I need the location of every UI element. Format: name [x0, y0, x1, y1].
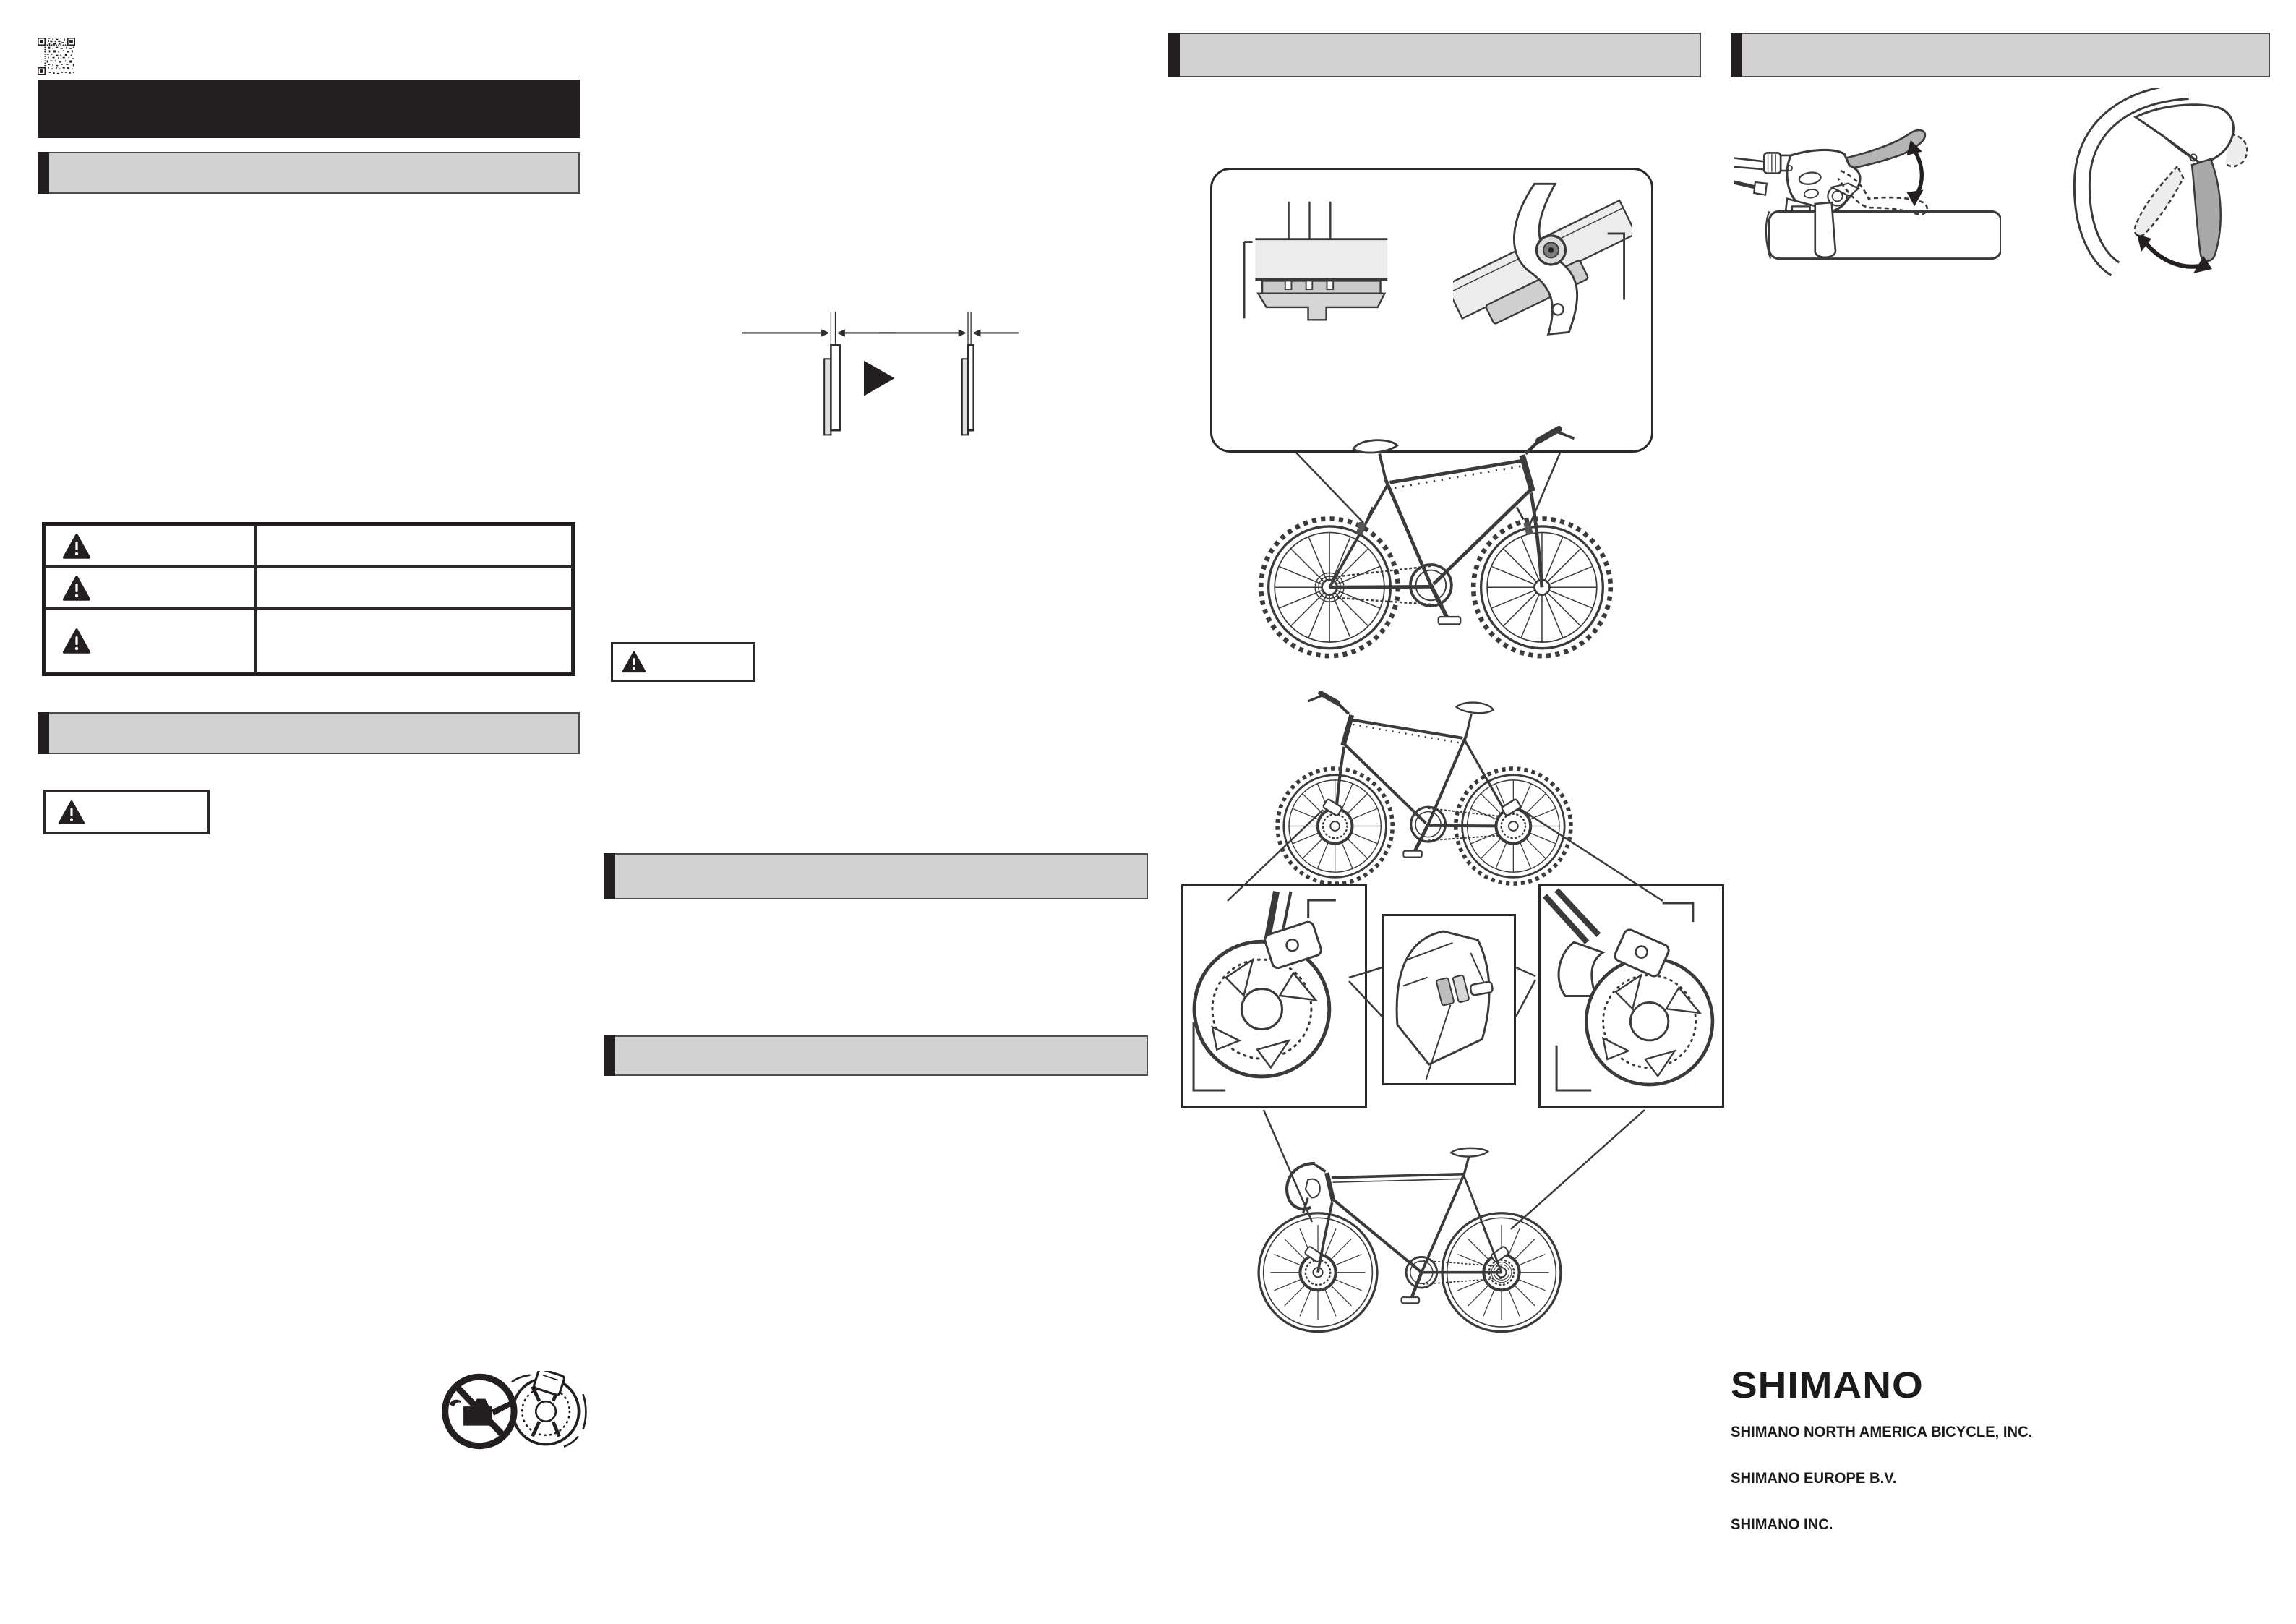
rim-brake-section-bar [1168, 33, 1701, 77]
company-line-3: SHIMANO INC. [1731, 1516, 1833, 1533]
section-fill [615, 1035, 1148, 1076]
table-row-3-description-cell [256, 609, 573, 673]
rim-pad-cross-section-drawing [1234, 197, 1402, 343]
warning-triangle-icon [62, 575, 91, 602]
no-oil-on-disc-rotor-icon [437, 1371, 590, 1452]
lever-stroke-section-bar [1731, 33, 2270, 77]
section-accent [1168, 33, 1180, 77]
shimano-logo: SHIMANO [1731, 1364, 1924, 1406]
section-accent [38, 152, 49, 194]
table-row-2-signal-cell [45, 567, 256, 609]
table-row-3-signal-cell [45, 609, 256, 673]
section-fill [1742, 33, 2270, 77]
title-bar [38, 80, 580, 138]
right-triangle-arrow-icon [864, 361, 895, 396]
callout-leader-lines [1157, 434, 1728, 1338]
double-headed-arrow-icon [1907, 140, 1924, 207]
middle-section-bar-1 [604, 853, 1148, 899]
table-row-1-signal-cell [45, 525, 256, 567]
section-accent [1731, 33, 1742, 77]
section-fill [49, 712, 580, 754]
table-row-2-description-cell [256, 567, 573, 609]
warning-triangle-icon [62, 628, 91, 654]
section-accent [38, 712, 49, 754]
pad-wear-before-after-diagram [736, 305, 1021, 453]
warning-triangle-icon [58, 800, 85, 825]
section-fill [615, 853, 1148, 899]
section-accent [604, 853, 615, 899]
left-section-bar [38, 712, 580, 754]
table-row-1-description-cell [256, 525, 573, 567]
drop-bar-brake-lever-drawing [2069, 88, 2264, 285]
middle-section-bar-2 [604, 1035, 1148, 1076]
warning-signal-table [42, 522, 575, 676]
section-fill [1180, 33, 1701, 77]
section-fill [49, 152, 580, 194]
warning-triangle-icon [622, 651, 646, 673]
section-accent [604, 1035, 615, 1076]
warning-triangle-icon [62, 533, 91, 560]
flat-bar-brake-lever-drawing [1734, 116, 2001, 264]
company-line-1: SHIMANO NORTH AMERICA BICYCLE, INC. [1731, 1423, 2033, 1440]
warning-label-box [43, 790, 210, 834]
warning-label-box [611, 642, 755, 682]
subtitle-section-bar [38, 152, 580, 194]
company-line-2: SHIMANO EUROPE B.V. [1731, 1469, 1897, 1487]
qr-code-icon [38, 38, 75, 75]
caliper-on-rim-drawing [1453, 179, 1632, 348]
